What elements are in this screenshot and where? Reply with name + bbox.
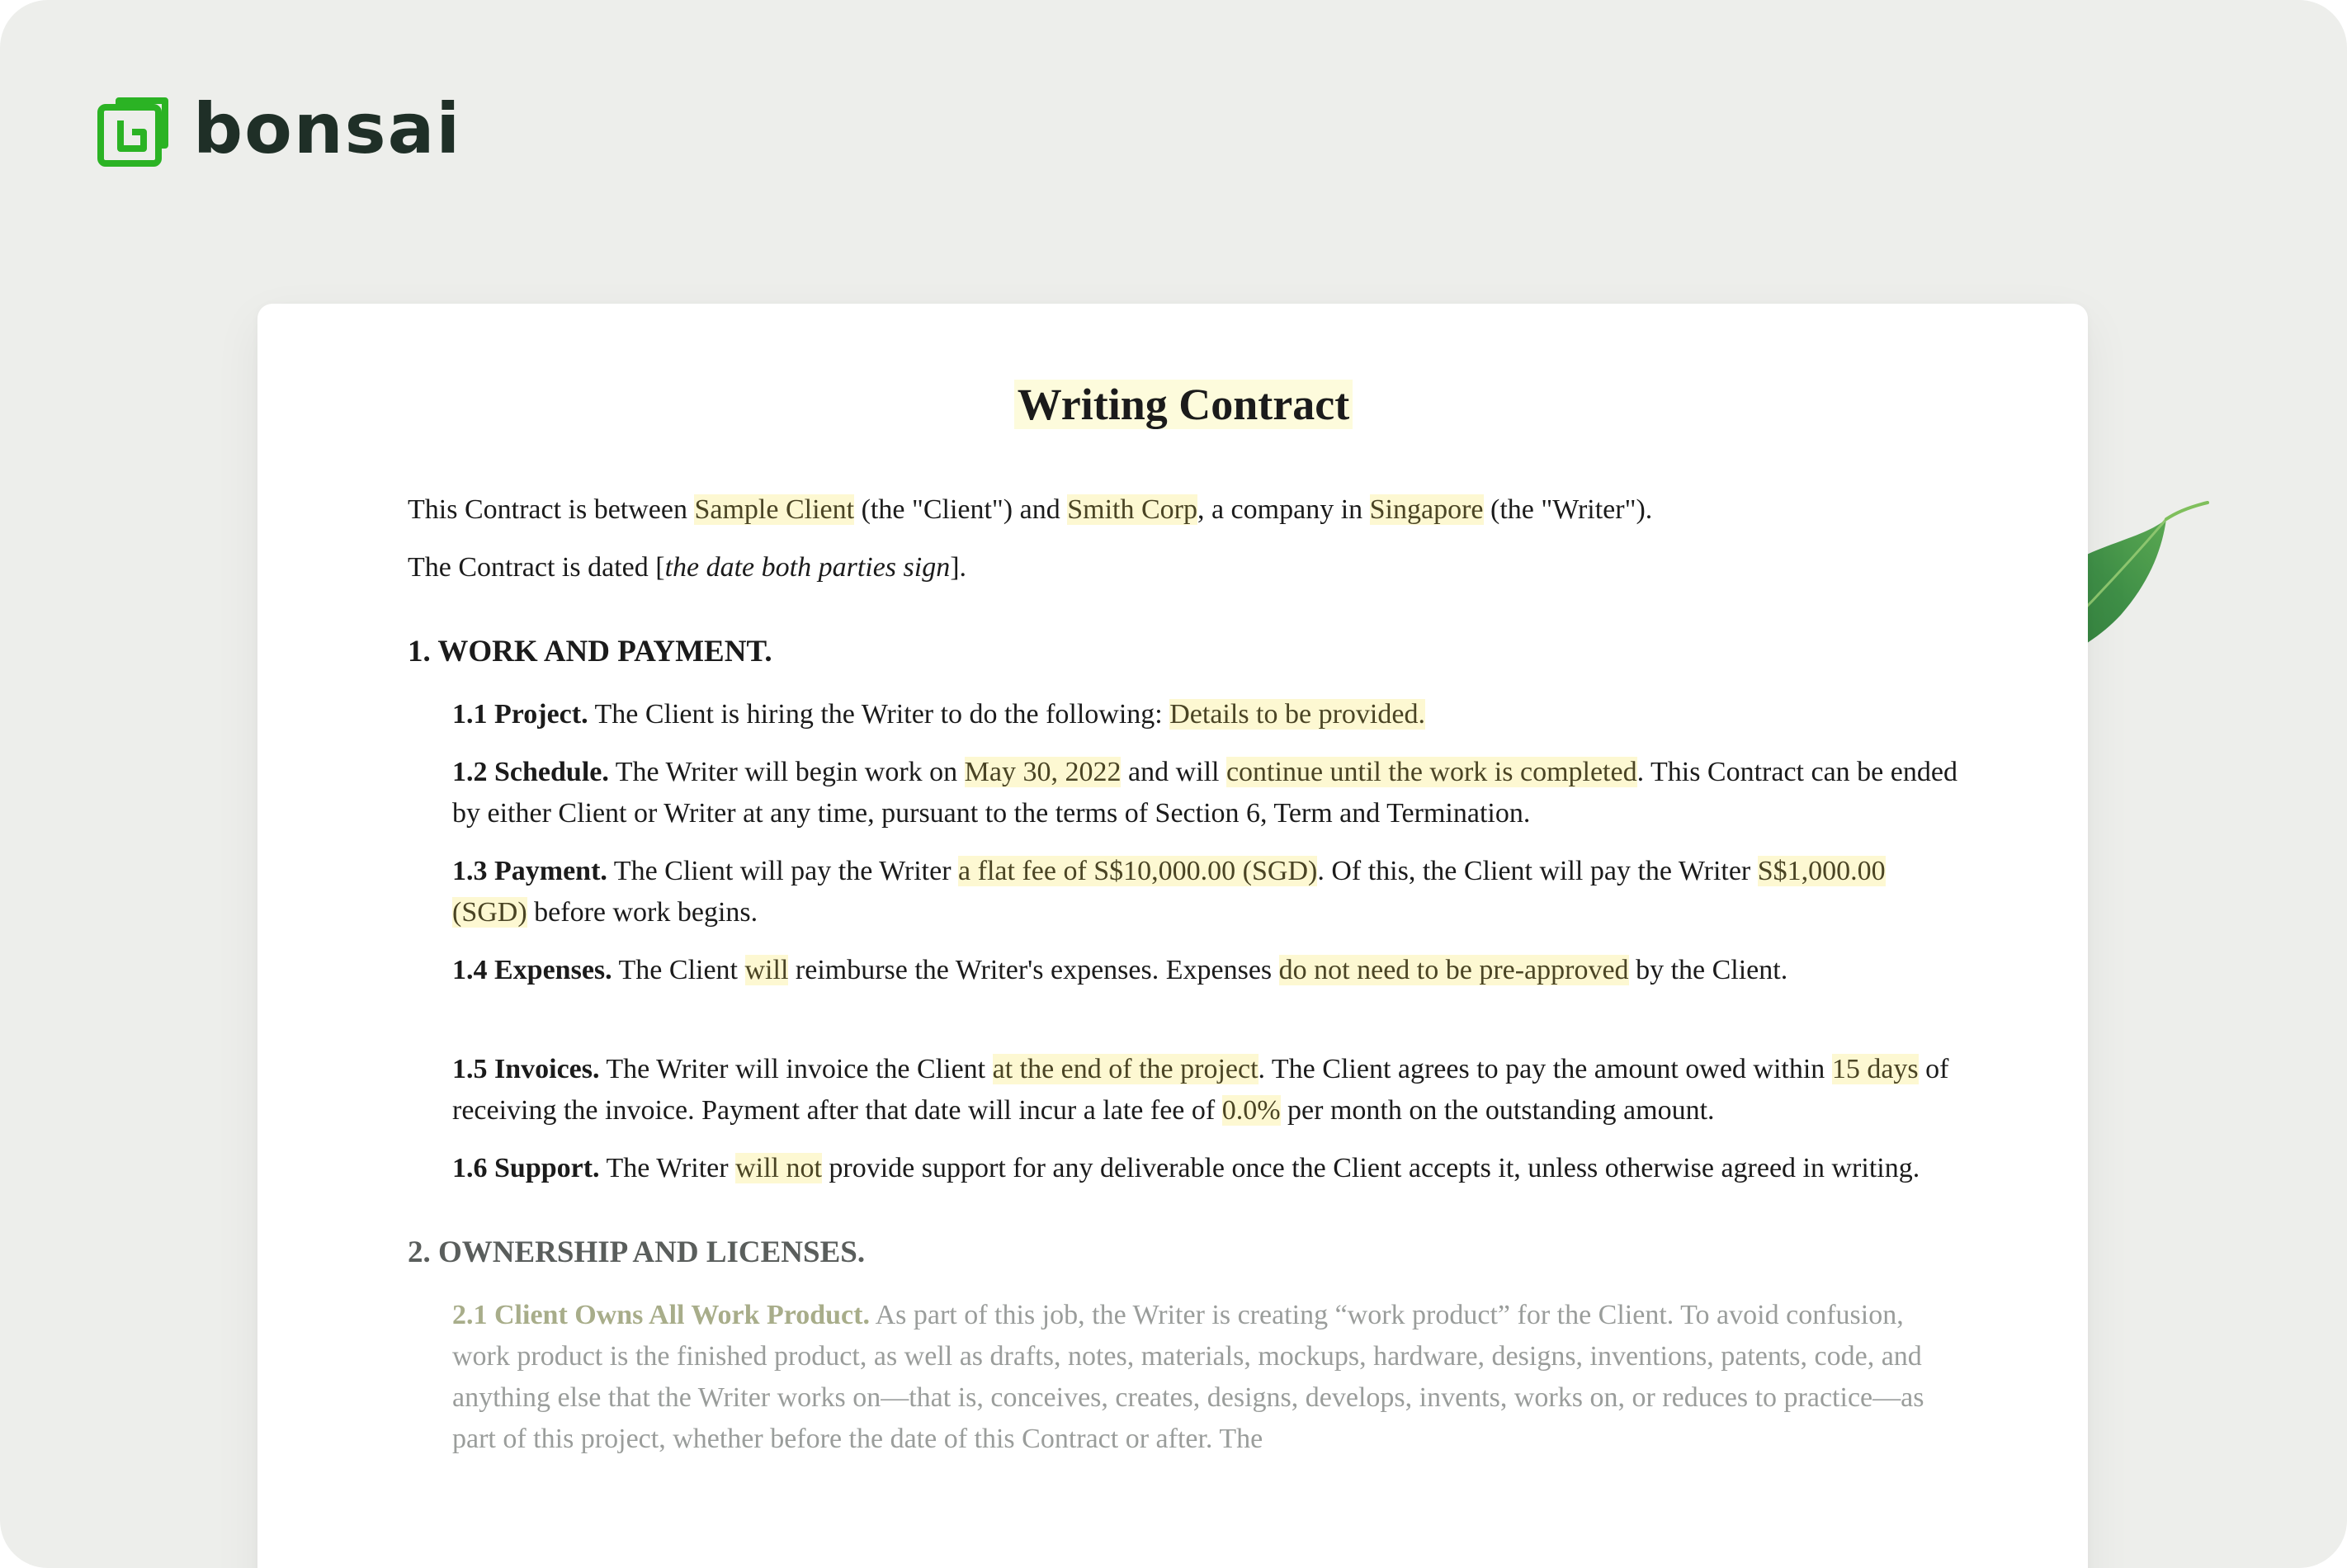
- contract-dated: The Contract is dated [the date both parties sign].: [408, 551, 967, 583]
- contract-content: [408, 378, 1959, 1476]
- late-fee-field[interactable]: 0.0%: [1221, 1094, 1281, 1126]
- contract-parties: This Contract is between Sample Client (the "Client") and Smith Corp, a company in Singapore (the "Writer").: [408, 494, 1653, 525]
- invoice-timing-field[interactable]: at the end of the project: [992, 1053, 1259, 1084]
- deposit-field[interactable]: S$1,000.00 (SGD): [452, 855, 1886, 928]
- contract-document: [257, 304, 2088, 1568]
- country-field[interactable]: Singapore: [1369, 494, 1484, 525]
- preapproval-field[interactable]: do not need to be pre-approved: [1278, 954, 1629, 985]
- signing-date-placeholder: the date both parties sign: [664, 551, 951, 583]
- reimburse-field[interactable]: will: [744, 954, 789, 985]
- client-name-field[interactable]: Sample Client: [694, 494, 855, 525]
- clause-1-6: 1.6 Support. The Writer will not provide support for any deliverable once the Client accepts it, unless otherwise agreed in writing.: [452, 1152, 1920, 1183]
- clause-1-4: 1.4 Expenses. The Client will reimburse the Writer's expenses. Expenses do not need to be pre-approved by the Client.: [452, 954, 1788, 985]
- section-2-heading: 2. OWNERSHIP AND LICENSES.: [408, 1235, 866, 1269]
- section-2: [408, 1232, 1959, 1460]
- end-condition-field[interactable]: continue until the work is completed: [1225, 756, 1637, 787]
- clause-1-1: 1.1 Project. The Client is hiring the Writer to do the following: Details to be provided.: [452, 698, 1425, 730]
- support-field[interactable]: will not: [735, 1152, 822, 1183]
- writer-name-field[interactable]: Smith Corp: [1067, 494, 1197, 525]
- bonsai-logo[interactable]: [97, 88, 462, 169]
- fee-field[interactable]: a flat fee of S$10,000.00 (SGD): [958, 855, 1318, 886]
- clause-1-3: 1.3 Payment. The Client will pay the Writer a flat fee of S$10,000.00 (SGD). Of this, the Client will pay the Writer S$1,000.00 (SGD) before work begins.: [452, 855, 1886, 928]
- bonsai-logo-icon: [97, 97, 168, 167]
- contract-title: Writing Contract: [408, 378, 1959, 432]
- start-date-field[interactable]: May 30, 2022: [964, 756, 1122, 787]
- clause-1-2: 1.2 Schedule. The Writer will begin work on May 30, 2022 and will continue until the work is completed. This Contract can be ended by either Client or Writer at any time, pursuant to the terms of Section 6, Term and Termination.: [452, 756, 1957, 829]
- section-1-heading: 1. WORK AND PAYMENT.: [408, 634, 772, 668]
- clause-1-5: 1.5 Invoices. The Writer will invoice the Client at the end of the project. The Client agrees to pay the amount owed within 15 days of receiving the invoice. Payment after that date will incur a late fee of 0.0% per month on the outstanding amount.: [452, 1053, 1949, 1126]
- clause-2-1: 2.1 Client Owns All Work Product. As part of this job, the Writer is creating “work product” for the Client. To avoid confusion, work product is the finished product, as well as drafts, notes, materials, mockups, hardware, designs, inventions, patents, code, and anything else that the Writer works on—that is, conceives, creates, designs, develops, invents, works on, or reduces to practice—as part of this project, whether before the date of this Contract or after. The: [452, 1299, 1924, 1454]
- project-details-field[interactable]: Details to be provided.: [1169, 698, 1425, 730]
- payment-terms-field[interactable]: 15 days: [1831, 1053, 1919, 1084]
- bonsai-logo-text: bonsai: [193, 88, 462, 169]
